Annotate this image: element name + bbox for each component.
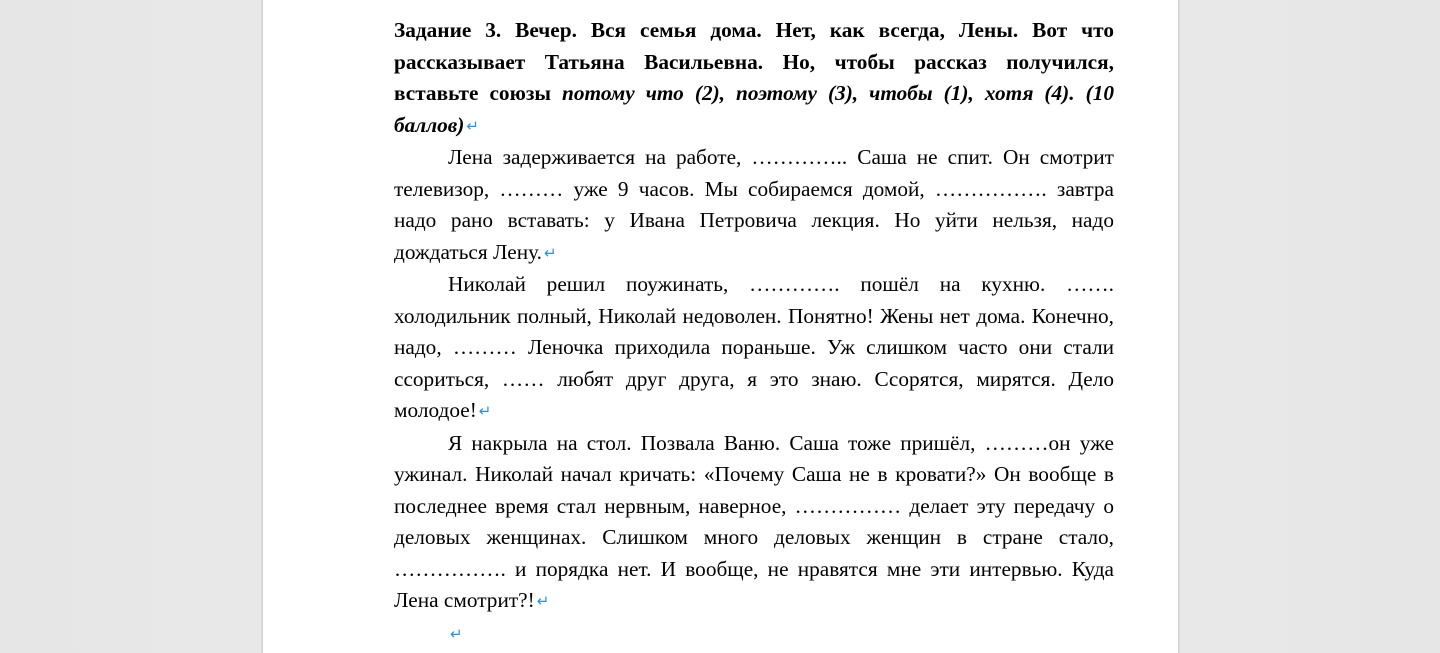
paragraph-1-text: Лена задерживается на работе, ………….. Саша не спит. Он смотрит телевизор, ……… уже 9 часов. Мы собираемся домой, ……………. завтра надо рано вставать: у Ивана Петровича лекция. Но уйти нельзя, надо дождаться Лену. xyxy=(394,145,1114,264)
paragraph-mark-icon: ↵ xyxy=(466,116,479,135)
paragraph-1 xyxy=(394,142,1114,269)
document-body[interactable] xyxy=(394,15,1114,649)
paragraph-3 xyxy=(394,428,1114,618)
paragraph-mark-icon: ↵ xyxy=(536,592,550,610)
empty-paragraph xyxy=(394,618,1114,650)
paragraph-2 xyxy=(394,269,1114,428)
task-conjunctions-text: потому что (2), поэтому (3), чтобы (1), хотя (4). (10 баллов) xyxy=(394,81,1114,137)
paragraph-mark-icon: ↵ xyxy=(478,402,492,420)
document-page xyxy=(263,0,1178,653)
paragraph-mark-icon: ↵ xyxy=(544,243,557,262)
task-heading xyxy=(394,15,1114,142)
task-lead-text: Задание 3. Вечер. Вся семья дома. Нет, как всегда, Лены. Вот что рассказывает Татьяна Васильевна. Но, чтобы рассказ получился, вставьте союзы xyxy=(394,18,1114,105)
paragraph-3-text: Я накрыла на стол. Позвала Ваню. Саша тоже пришёл, ………он уже ужинал. Николай начал кричать: «Почему Саша не в кровати?» Он вообще в последнее время стал нервным, наверное, …………… делает эту передачу о деловых женщинах. Слишком много деловых женщин в стране стало, ……………. и порядка нет. И вообще, не нравятся мне эти интервью. Куда Лена смотрит?! xyxy=(394,430,1114,612)
paragraph-mark-icon: ↵ xyxy=(450,624,463,643)
paragraph-2-text: Николай решил поужинать, …………. пошёл на кухню. ……. холодильник полный, Николай недоволен. Понятно! Жены нет дома. Конечно, надо, ……… Леночка приходила пораньше. Уж слишком часто они стали ссориться, …… любят друг друга, я это знаю. Ссорятся, мирятся. Дело молодое! xyxy=(394,272,1114,422)
